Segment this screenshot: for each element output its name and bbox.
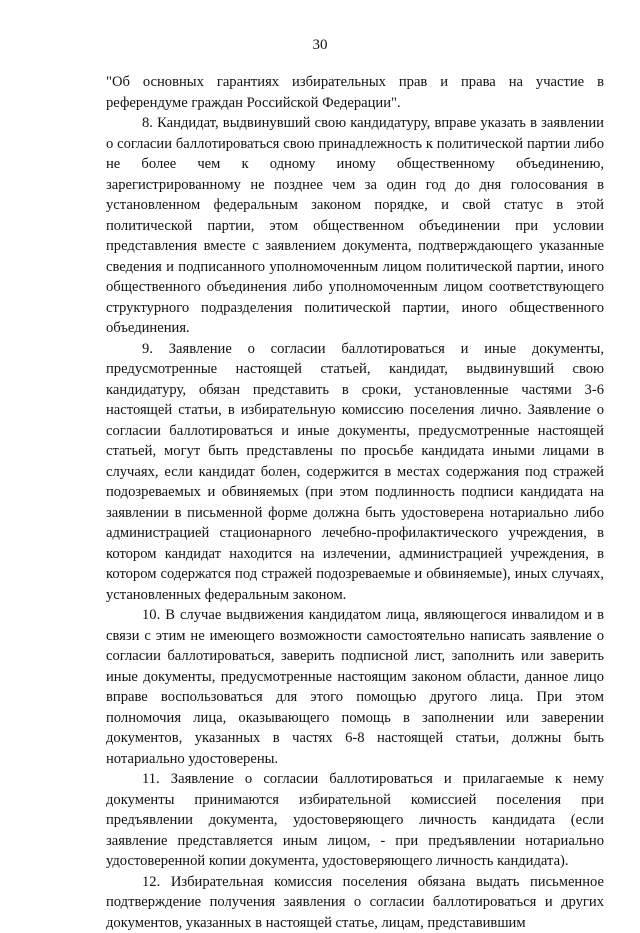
paragraph-11: 11. Заявление о согласии баллотироваться и прилагаемые к нему документы принимаются избирательной комиссией поселения при предъявлении документа, удостоверяющего личность кандидата (если заявление представляется иным лицом, - при предъявлении нотариально удостоверенной копии документа, удостоверяющего личность кандидата). bbox=[106, 769, 604, 872]
page-number: 30 bbox=[0, 36, 640, 54]
paragraph-8: 8. Кандидат, выдвинувший свою кандидатуру, вправе указать в заявлении о согласии баллотироваться свою принадлежность к политической партии либо не более чем к одному иному общественному объединению, зарегистрированному не позднее чем за один год до дня голосования в установленном федеральным законом порядке, и свой статус в этой политической партии, этом общественном объединении при условии представления вместе с заявлением документа, подтверждающего указанные сведения и подписанного уполномоченным лицом политической партии, иного общественного объединения либо уполномоченным лицом соответствующего структурного подразделения политической партии, иного общественного объединения. bbox=[106, 113, 604, 339]
paragraph-9: 9. Заявление о согласии баллотироваться и иные документы, предусмотренные настоящей статьей, кандидат, выдвинувший свою кандидатуру, обязан представить в сроки, установленные частями 3-6 настоящей статьи, в избирательную комиссию поселения лично. Заявление о согласии баллотироваться и иные документы, предусмотренные настоящей статьей, могут быть представлены по просьбе кандидата иными лицами в случаях, если кандидат болен, содержится в местах содержания под стражей подозреваемых и обвиняемых (при этом подлинность подписи кандидата на заявлении в письменной форме должна быть удостоверена нотариально либо администрацией стационарного лечебно-профилактического учреждения, в котором кандидат находится на излечении, администрацией учреждения, в котором содержатся под стражей подозреваемые и обвиняемые), иных случаях, установленных федеральным законом. bbox=[106, 339, 604, 606]
paragraph-law-title-continuation: "Об основных гарантиях избирательных прав и права на участие в референдуме граждан Российской Федерации". bbox=[106, 72, 604, 113]
paragraph-10: 10. В случае выдвижения кандидатом лица, являющегося инвалидом и в связи с этим не имеющего возможности самостоятельно написать заявление о согласии баллотироваться, заверить подписной лист, заполнить или заверить иные документы, предусмотренные настоящим законом области, данное лицо вправе воспользоваться для этого помощью другого лица. При этом полномочия лица, оказывающего помощь в заполнении или заверении документов, указанных в частях 6-8 настоящей статьи, должны быть нотариально удостоверены. bbox=[106, 605, 604, 769]
paragraph-12: 12. Избирательная комиссия поселения обязана выдать письменное подтверждение получения заявления о согласии баллотироваться и других документов, указанных в настоящей статье, лицам, представившим bbox=[106, 872, 604, 933]
document-body bbox=[106, 72, 604, 933]
